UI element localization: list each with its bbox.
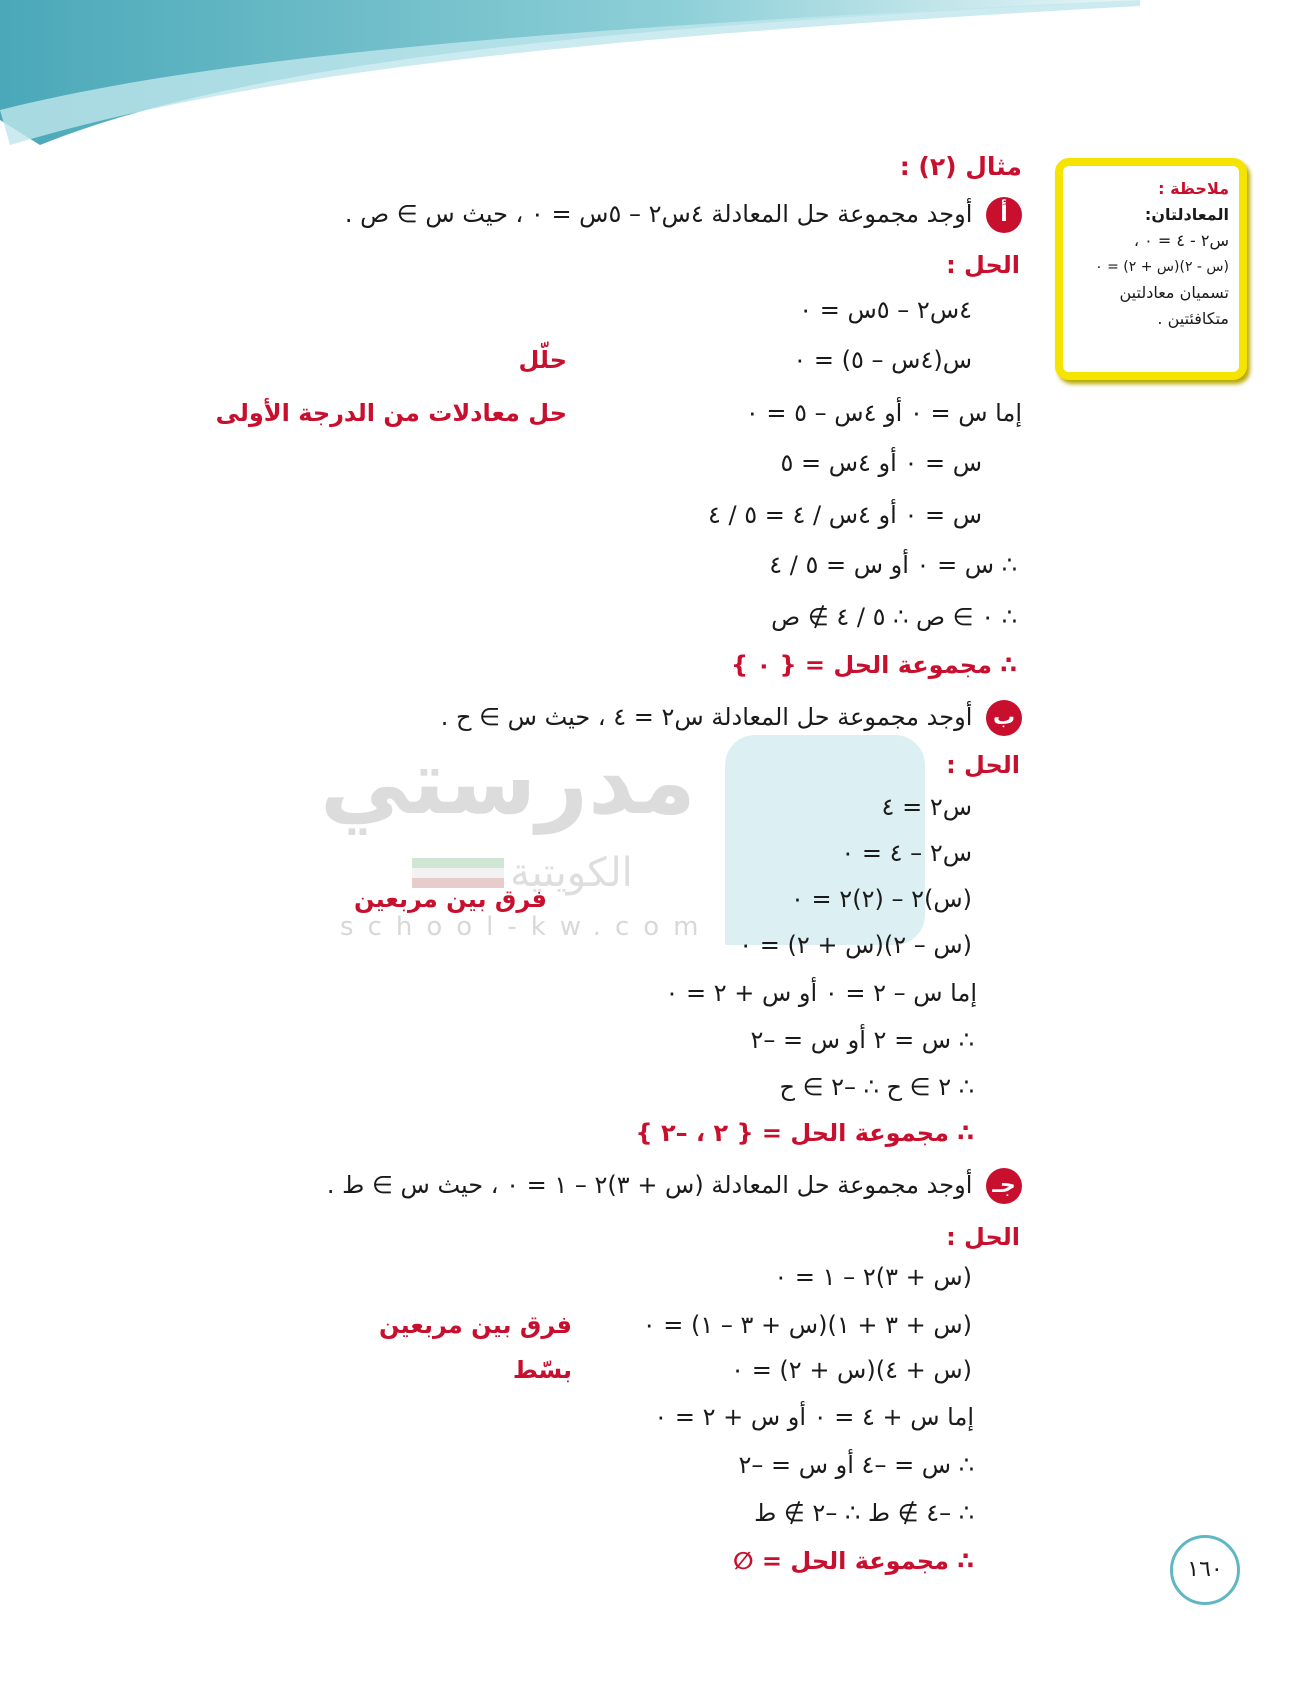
margin-note-difference: فرق بين مربعين <box>354 885 547 913</box>
part-c-solution-label: الحل : <box>946 1223 1020 1251</box>
part-c-result: ∴ مجموعة الحل = ∅ <box>733 1547 974 1575</box>
equation-line: إما س + ٤ = ٠ أو س + ٢ = ٠ <box>654 1403 974 1431</box>
example-title: مثال (٢) : <box>899 152 1022 181</box>
part-b-bullet: ب <box>986 700 1022 736</box>
equation-line: (س + ٣)٢ – ١ = ٠ <box>774 1263 972 1291</box>
note-line: متكافئتين . <box>1157 309 1229 328</box>
header-banner <box>0 0 1292 150</box>
equation-line: (س)٢ – (٢)٢ = ٠ <box>791 885 972 913</box>
equation-line: س٢ – ٤ = ٠ <box>841 839 972 867</box>
part-a-solution-label: الحل : <box>946 251 1020 279</box>
equation-line: س(٤س – ٥) = ٠ <box>793 346 972 374</box>
equation-line: ∴ س = ٢ أو س = –٢ <box>750 1026 974 1054</box>
part-b-result: ∴ مجموعة الحل = { ٢ ، –٢ } <box>635 1119 974 1147</box>
note-line: س٢ - ٤ = ٠ ، <box>1133 231 1229 250</box>
equation-line: ∴ ٢ ∋ ح ∴ –٢ ∋ ح <box>779 1073 974 1101</box>
part-c-question <box>327 1168 1022 1204</box>
equation-line: ∴ س = ٠ أو س = ٥ / ٤ <box>769 551 1017 579</box>
note-line: المعادلتان: <box>1144 205 1229 224</box>
part-b-question <box>441 700 1022 736</box>
equation-line: (س + ٤)(س + ٢) = ٠ <box>731 1356 972 1384</box>
margin-note-factor: حلّل <box>518 346 567 374</box>
equation-line: س = ٠ أو ٤س = ٥ <box>780 449 982 477</box>
equation-line: (س – ٢)(س + ٢) = ٠ <box>739 931 972 959</box>
margin-note-difference: فرق بين مربعين <box>379 1311 572 1339</box>
equation-line: إما س = ٠ أو ٤س – ٥ = ٠ <box>745 399 1022 427</box>
part-c-bullet: جـ <box>986 1168 1022 1204</box>
equation-line: س٢ = ٤ <box>881 793 972 821</box>
part-c-question-text: أوجد مجموعة حل المعادلة (س + ٣)٢ – ١ = ٠ ، حيث س ∋ ط . <box>326 1171 973 1199</box>
watermark-brand: مدرستي <box>320 730 696 835</box>
part-b-solution-label: الحل : <box>946 751 1020 779</box>
part-b-question-text: أوجد مجموعة حل المعادلة س٢ = ٤ ، حيث س ∋ ح . <box>440 703 973 731</box>
equation-line: إما س – ٢ = ٠ أو س + ٢ = ٠ <box>665 979 977 1007</box>
equation-line: ∴ س = –٤ أو س = –٢ <box>738 1451 974 1479</box>
equation-line: (س + ٣ + ١)(س + ٣ – ١) = ٠ <box>642 1311 972 1339</box>
part-a-question-text: أوجد مجموعة حل المعادلة ٤س٢ – ٥س = ٠ ، حيث س ∋ ص . <box>344 200 973 228</box>
note-box <box>1055 158 1247 380</box>
note-title: ملاحظة : <box>1158 179 1229 198</box>
margin-note-simplify: بسّط <box>512 1356 572 1384</box>
watermark-url: school-kw.com <box>340 912 713 942</box>
part-a-result: ∴ مجموعة الحل = { ٠ } <box>731 651 1017 679</box>
part-a-question <box>345 197 1022 233</box>
equation-line: ٤س٢ – ٥س = ٠ <box>799 296 972 324</box>
equation-line: ∴ –٤ ∌ ط ∴ –٢ ∌ ط <box>754 1499 974 1527</box>
page-number: ١٦٠ <box>1170 1535 1240 1605</box>
equation-line: س = ٠ أو ٤س / ٤ = ٥ / ٤ <box>708 501 982 529</box>
note-line: (س - ٢)(س + ٢) = ٠ <box>1095 259 1229 275</box>
watermark-sub: الكويتية <box>510 850 633 896</box>
part-a-bullet: أ <box>986 197 1022 233</box>
margin-note-linear: حل معادلات من الدرجة الأولى <box>215 399 567 427</box>
note-line: تسميان معادلتين <box>1119 283 1229 302</box>
equation-line: ∴ ٠ ∋ ص ∴ ٥ / ٤ ∌ ص <box>771 603 1017 631</box>
